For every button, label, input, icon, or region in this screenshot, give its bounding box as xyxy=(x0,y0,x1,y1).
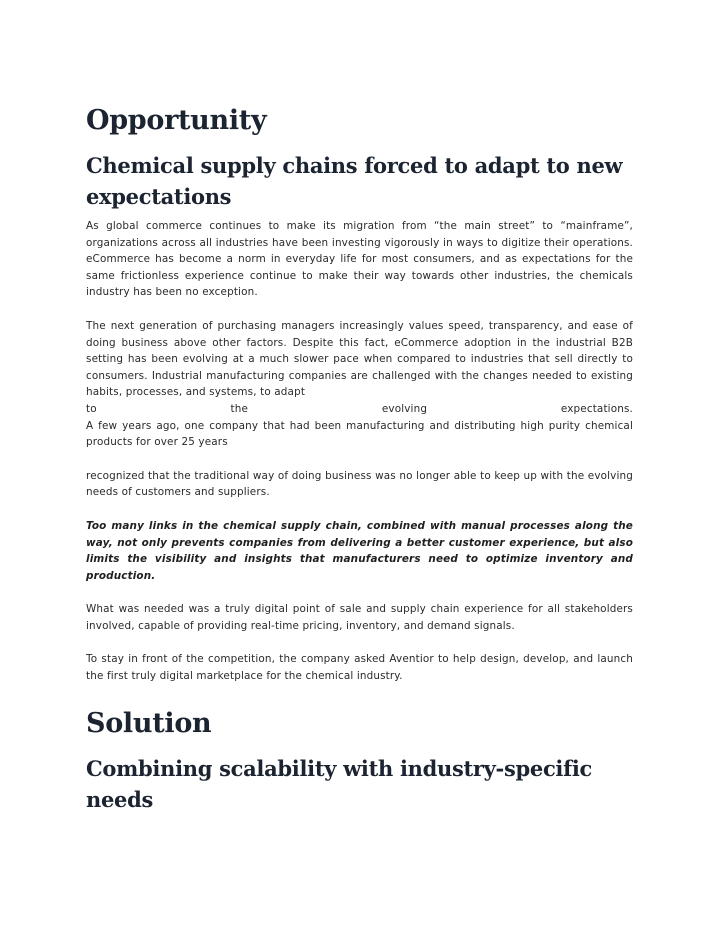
document-page xyxy=(86,104,633,821)
section-subheading-opportunity: Chemical supply chains forced to adapt to new expectations xyxy=(86,153,623,209)
paragraph-next-generation xyxy=(86,318,633,451)
section-heading-opportunity: Opportunity xyxy=(86,105,267,136)
paragraph-few-years-ago: A few years ago, one company that had been manufacturing and distributing high purity chemical products for over 25 years xyxy=(86,419,633,449)
paragraph-next-generation-last-line xyxy=(86,401,633,418)
word: to xyxy=(86,402,97,415)
paragraph-emphasis-supply-chain: Too many links in the chemical supply chain, combined with manual processes along the way, not only prevents companies from delivering a better customer experience, but also limits the visibility and insights that manufacturers need to optimize inventory and production. xyxy=(86,519,633,582)
section-subheading-solution: Combining scalability with industry-specific needs xyxy=(86,755,593,812)
paragraph-next-generation-main: The next generation of purchasing managers increasingly values speed, transparency, and ease of doing business above other factors. Despite this fact, eCommerce adoption in the industrial B2B setting has been evolving at a much slower pace when compared to industries that sell directly to consumers. Industrial manufacturing companies are challenged with the changes needed to existing habits, processes, and systems, to adapt xyxy=(86,319,633,399)
solution-section xyxy=(86,707,633,815)
word: evolving xyxy=(381,402,428,415)
word: the xyxy=(230,402,249,415)
paragraph-global-commerce: As global commerce continues to make its migration from “the main street” to “mainframe”, organizations across all industries have been investing vigorously in ways to digitize their operations. eCommerce has become a norm in everyday life for most consumers, and as expectations for the same frictionless experience continue to make their way towards other industries, the chemicals industry has been no exception. xyxy=(86,220,633,299)
section-heading-solution: Solution xyxy=(86,707,212,739)
paragraph-stay-in-front: To stay in front of the competition, the company asked Aventior to help design, develop, and launch the first truly digital marketplace for the chemical industry. xyxy=(86,653,633,683)
paragraph-recognized: recognized that the traditional way of doing business was no longer able to keep up with the evolving needs of customers and suppliers. xyxy=(86,469,633,499)
word: expectations. xyxy=(560,402,633,415)
paragraph-what-was-needed: What was needed was a truly digital point of sale and supply chain experience for all stakeholders involved, capable of providing real-time pricing, inventory, and demand signals. xyxy=(86,603,633,632)
